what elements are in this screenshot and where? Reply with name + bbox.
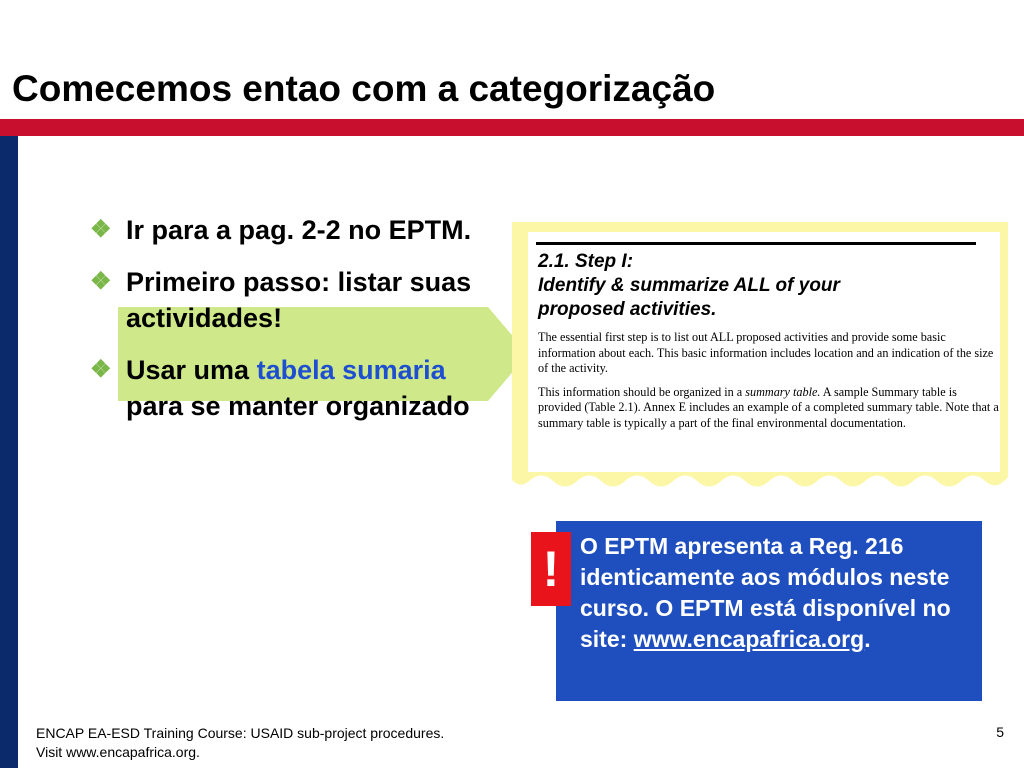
bullet-text: Ir para a pag. 2-2 no EPTM. xyxy=(126,215,472,245)
excerpt-step-line-1: 2.1. Step I: xyxy=(538,251,634,272)
bullet-text-after: para se manter organizado xyxy=(126,391,470,421)
footer xyxy=(36,724,444,762)
bullet-highlight: tabela sumaria xyxy=(256,355,446,385)
bullet-item-1 xyxy=(90,212,490,248)
excerpt-paragraph-2-after: A sample Summary table is provided (Table 2.1). Annex E includes an example of a completed summary table. Note that a summary table is typically a part of the final environmental documentation. xyxy=(538,384,999,430)
note-text xyxy=(580,531,975,655)
slide-title: Comecemos entao com a categorização xyxy=(12,68,716,109)
excerpt-document xyxy=(528,232,1000,472)
excerpt-body xyxy=(538,330,1000,439)
note-suffix: . xyxy=(864,626,871,652)
bullet-item-3 xyxy=(90,352,490,424)
diamond-bullet-icon: ❖ xyxy=(90,268,112,295)
excerpt-step-line-2: Identify & summarize ALL of your xyxy=(538,275,840,296)
page-number: 5 xyxy=(996,724,1004,740)
excerpt-heading xyxy=(538,250,998,322)
excerpt-paragraph-2-before: This information should be organized in a xyxy=(538,384,743,399)
bullet-text: Primeiro passo: listar suas actividades! xyxy=(126,267,472,333)
footer-line-1: ENCAP EA-ESD Training Course: USAID sub-project procedures. xyxy=(36,725,445,741)
diamond-bullet-icon: ❖ xyxy=(90,356,112,383)
left-accent-bar xyxy=(0,136,18,768)
excerpt-paragraph-2-italic: summary table. xyxy=(745,384,821,399)
excerpt-paragraph-2 xyxy=(538,385,1000,432)
excerpt-paragraph-1: The essential first step is to list out ALL proposed activities and provide some basic information about each. This basic information includes location and an indication of the size of the activity. xyxy=(538,330,994,375)
title-underline-bar xyxy=(0,119,1024,136)
note-body: O EPTM apresenta a Reg. 216 identicamente aos módulos neste curso. O EPTM está disponível no site: xyxy=(580,533,951,652)
bullet-text-before: Usar uma xyxy=(126,355,250,385)
info-note-box xyxy=(556,521,982,701)
diamond-bullet-icon: ❖ xyxy=(90,216,112,243)
bullet-item-2 xyxy=(90,264,490,336)
excerpt-top-rule xyxy=(536,242,976,245)
excerpt-step-line-3: proposed activities. xyxy=(538,299,717,320)
bullet-list xyxy=(90,212,490,440)
encap-website-link[interactable]: www.encapafrica.org xyxy=(633,626,865,652)
footer-line-2: Visit www.encapafrica.org. xyxy=(36,744,200,760)
exclamation-icon: ! xyxy=(531,532,571,606)
